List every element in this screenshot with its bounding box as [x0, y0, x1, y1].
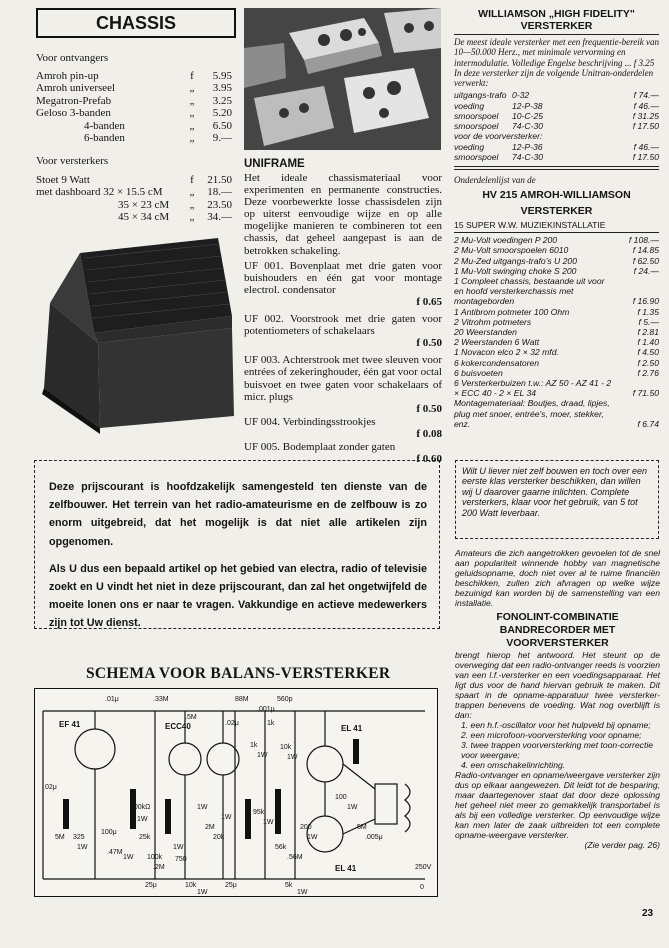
fonolint-list-item: 3. twee trappen voorversterking met toon-correctie voor weergave; [461, 740, 654, 760]
hv-part-price: f 2.50 [637, 357, 659, 368]
uniframe-intro: Het ideale chassismateriaal voor experimenten en permanente constructies. Deze voorbewerkte losse chassisdelen zijn op uiterst eenvoudige wijze en op alle mogelijke manieren te combineren tot een chassis, dat geheel aangepast is aan de betrokken schakeling. [244, 172, 442, 257]
uniframe-item [244, 313, 442, 349]
component-value-label: 2M [205, 824, 215, 831]
hv-part [454, 266, 659, 276]
hv-part-name: 6 kokercondensatoren [454, 357, 540, 368]
fonolint-list [455, 720, 660, 770]
uniframe-item [244, 416, 442, 440]
schema-title: SCHEMA VOOR BALANS-VERSTERKER [86, 665, 391, 682]
tube-label-el41-top: EL 41 [341, 724, 363, 733]
part-price: f 46.— [633, 100, 659, 111]
williamson-part [454, 142, 659, 152]
tube-label-ef41: EF 41 [59, 720, 81, 729]
hv-part-price: f 24.— [633, 265, 659, 276]
currency: „ [189, 186, 195, 199]
hv-part-name: 2 Vitrohm potmeters [454, 316, 532, 327]
component-value-label: 100kΩ [130, 804, 151, 811]
part-price: f 31.25 [632, 110, 659, 121]
item-name: met dashboard 32 × 15.5 cM [36, 186, 163, 199]
hv-part-price: f 16.90 [632, 296, 659, 307]
item-name: Stoet 9 Watt [36, 174, 90, 186]
component-value-label: 10k [185, 882, 197, 889]
component-value-label: 1W [197, 804, 208, 811]
component-value-label: .001μ [257, 706, 275, 713]
tube-label-el41-bottom: EL 41 [335, 864, 357, 873]
fonolint-title-2: BANDRECORDER MET [499, 624, 616, 636]
component-value-label: 1W [287, 754, 298, 761]
hv-part [454, 256, 659, 266]
part-code: 10-C-25 [512, 110, 544, 121]
uniframe-title: UNIFRAME [244, 158, 305, 170]
component-value-label: 1W [137, 816, 148, 823]
uniframe-item [244, 354, 442, 414]
component-value-label: 0 [420, 884, 424, 891]
uniframe-item-price: f 0.60 [416, 453, 442, 466]
component-value-label: 1W [197, 889, 208, 896]
item-price: 3.95 [212, 82, 232, 95]
item-price: 34.— [207, 211, 232, 224]
component-value-label: 1k [267, 720, 275, 727]
williamson-part [454, 121, 659, 131]
price-row [36, 107, 232, 119]
item-price: 9.— [212, 132, 232, 145]
uniframe-item-price: f 0.08 [416, 427, 442, 440]
part-code: 0-32 [512, 90, 530, 101]
hv-part-price: f 62.50 [632, 255, 659, 266]
component-value-label: 750 [175, 856, 187, 863]
hv-parts [454, 235, 659, 429]
component-value-label: 20k [213, 834, 225, 841]
component-value-label: 25k [139, 834, 151, 841]
component-value-label: .02μ [225, 720, 239, 727]
component-value-label: 5k [285, 882, 293, 889]
chassis-title: CHASSIS [36, 8, 236, 38]
hv-part [454, 327, 659, 337]
hv-part-name: 2 Mu-Zed uitgangs-trafo's U 200 [454, 255, 577, 266]
hv-part [454, 307, 659, 317]
component-value-label: 1W [263, 819, 274, 826]
currency: „ [189, 107, 195, 120]
hv-part-name: 2 Mu-Volt smoorspoelen 6010 [454, 245, 569, 256]
hv-part-price: f 1.40 [637, 337, 659, 348]
hv-subtitle: 15 SUPER W.W. MUZIEKINSTALLATIE [454, 220, 606, 231]
part-price: f 46.— [633, 141, 659, 152]
uniframe-item-text: UF 003. Achterstrook met twee sleuven voor entrées of zekeringhouder, één gat voor octal buisvoet en twee gaten voor schakelaars of micr. plugs [244, 354, 442, 403]
component-value-label: .5M [185, 714, 197, 721]
part-name: uitgangs-trafo [454, 90, 507, 101]
currency: „ [189, 94, 195, 107]
hv-part-price: f 1.35 [637, 306, 659, 317]
part-code: 12-P-36 [512, 141, 543, 152]
item-name: 35 × 23 cM [118, 198, 170, 211]
williamson-part [454, 152, 659, 162]
component-value-label: 1W [173, 844, 184, 851]
hv-part [454, 358, 659, 368]
item-price: 23.50 [207, 198, 232, 211]
item-price: 6.50 [212, 119, 232, 132]
component-value-label: 1W [221, 814, 232, 821]
component-value-label: 1W [297, 889, 308, 896]
component-value-label: 1W [123, 854, 134, 861]
currency: „ [189, 198, 195, 211]
component-value-label: 1W [77, 844, 88, 851]
uniframe-item-price: f 0.50 [416, 337, 442, 350]
uniframe-item-text: UF 002. Voorstrook met drie gaten voor potentiometers of schakelaars [244, 313, 442, 338]
onderdelenlijst-label: Onderdelenlijst van de [454, 174, 536, 185]
chassis-versterkers [36, 155, 232, 224]
fonolint-title-3: VOORVERSTERKER [506, 637, 609, 649]
complete-amplifiers-box: Wilt U liever niet zelf bouwen en toch over een eerste klas versterker beschikken, dan willen wij U daarover gaarne inlichten. Complete versterkers, klaar voor het gebruik, van 5 tot 200 Watt leverbaar. [455, 460, 659, 539]
hv-part-name: 6 buisvoeten [454, 367, 503, 378]
hv-part-name: Montagemateriaal: Boutjes, draad, lipjes, plug met snoer, entrée's, moer, stekker, enz. [454, 398, 610, 429]
hv-part-price: f 14.85 [632, 245, 659, 256]
part-code: 74-C-30 [512, 121, 544, 132]
currency: „ [189, 82, 195, 95]
price-row [36, 211, 232, 223]
ontvangers-list [36, 70, 232, 144]
item-price: 5.20 [212, 107, 232, 120]
component-value-label: 5M [357, 824, 367, 831]
ontvangers-heading: Voor ontvangers [36, 52, 109, 64]
part-price: f 74.— [633, 90, 659, 101]
hv-part-price: f 2.81 [637, 327, 659, 338]
part-name: smoorspoel [454, 121, 499, 132]
uniframe-item [244, 260, 442, 308]
notice-box [34, 460, 440, 629]
component-value-label: .47M [107, 849, 123, 856]
hv-part [454, 398, 659, 429]
price-row [36, 174, 232, 186]
part-name: voeding [454, 141, 485, 152]
price-row [36, 120, 232, 132]
uniframe-item-price: f 0.65 [416, 295, 442, 308]
uniframe-items [244, 260, 442, 466]
hv-part-price: f 5.— [638, 316, 659, 327]
hv-part-price: f 6.74 [637, 418, 659, 429]
component-value-label: 325 [73, 834, 85, 841]
item-name: 45 × 34 cM [118, 211, 170, 224]
component-value-label: 250V [415, 864, 432, 871]
williamson-part [454, 101, 659, 111]
hv-part-price: f 4.50 [637, 347, 659, 358]
hv-part [454, 245, 659, 255]
chassis-photo [40, 238, 236, 438]
chassis-ontvangers [36, 52, 232, 144]
component-value-label: 1k [250, 742, 258, 749]
component-value-label: 10k [280, 744, 292, 751]
item-name: Geloso 3-banden [36, 107, 111, 120]
williamson-part [454, 131, 659, 141]
part-name: smoorspoel [454, 151, 499, 162]
schematic-diagram [34, 688, 438, 897]
fonolint-body-2: Radio-ontvanger en opname/weergave versterker zijn dus op elkaar aangewezen. Dit leidt tot de besparing, maar daartegenover staat dat door deze oplossing het geheel niet meer zo gemakkelijk transportabel is als bij een volledige versterker. Op eenvoudige wijze kan men later de zaak uitbreiden tot een complete opname-weergave versterker. [455, 770, 660, 840]
fonolint-list-item: 2. een microfoon-voorversterking voor opname; [461, 730, 642, 740]
hv-part [454, 368, 659, 378]
hv-part-name: 1 Antibrom potmeter 100 Ohm [454, 306, 570, 317]
part-price: f 17.50 [632, 121, 659, 132]
hv-part-name: 2 Mu-Volt voedingen P 200 [454, 235, 558, 246]
part-name: voeding [454, 100, 485, 111]
item-name: 4-banden [84, 119, 125, 132]
item-price: 21.50 [207, 174, 232, 186]
hv-part-name: 1 Novacon elco 2 × 32 mfd. [454, 347, 559, 358]
williamson-part [454, 111, 659, 121]
fonolint-list-item: 1. een h.f.-oscillator voor het hulpveld bij opname; [461, 720, 651, 730]
fonolint-body: brengt hierop het antwoord. Het steunt op de overweging dat een radio-ontvanger reeds is voorzien van een l.f.-versterker en een voedingsapparaat. Het ligt dus voor de hand hiervan gebruik te maken. Dit spaart in de opname-apparatuur twee versterker-trappen benevens de voeding. Wat nog overblijft is dan: [455, 650, 660, 720]
component-value-label: 1W [307, 834, 318, 841]
page-number: 23 [642, 908, 654, 919]
fonolint-section [455, 548, 660, 850]
item-name: Amroh pin-up [36, 70, 99, 82]
fonolint-intro: Amateurs die zich aangetrokken gevoelen tot de snel aan populariteit winnende hobby van magnetische geluidsopname, doch niet over al te ruime financiën beschikken, zullen zich afvragen op welke wijze bezuinigd kan worden bij de samenstelling van een installatie. [455, 548, 660, 608]
item-price: 5.95 [212, 70, 232, 82]
price-row [36, 186, 232, 198]
item-name: Amroh universeel [36, 82, 116, 95]
component-value-label: .01μ [105, 696, 119, 703]
uniframe-item-price: f 0.50 [416, 402, 442, 415]
hv-title: HV 215 AMROH-WILLIAMSON [482, 189, 631, 202]
item-name: 6-banden [84, 132, 125, 145]
component-value-label: .33M [153, 696, 169, 703]
part-name: voor de voorversterker: [454, 131, 543, 142]
versterkers-heading: Voor versterkers [36, 155, 109, 167]
uniframe-item-text: UF 004. Verbindingsstrookjes [244, 415, 376, 428]
fonolint-list-item: 4. een omschakelinrichting. [461, 760, 566, 770]
williamson-parts [454, 90, 659, 161]
hv-part [454, 347, 659, 357]
hv-part [454, 276, 659, 307]
uniframe-section [244, 158, 442, 465]
williamson-intro: De meest ideale versterker met een frequentie-bereik van 10—50.000 Herz., met minimale vervorming en intermodulatie. Volledige Engelse beschrijving ... f 3.25 In deze versterker zijn de volgende Unitran-onderdelen verwerkt: [454, 37, 659, 89]
component-value-label: 88M [235, 696, 249, 703]
price-row [36, 132, 232, 144]
williamson-section [454, 8, 659, 429]
component-value-label: 56k [275, 844, 287, 851]
item-price: 18.— [207, 186, 232, 199]
uniframe-photo [244, 8, 441, 150]
item-price: 3.25 [212, 94, 232, 107]
price-row [36, 82, 232, 94]
williamson-title-2: VERSTERKER [520, 20, 593, 32]
component-value-label: .56M [287, 854, 303, 861]
currency: f [190, 174, 194, 186]
notice-p1: Deze prijscourant is hoofdzakelijk samengesteld ten dienste van de zelfbouwer. Het terrein van het radio-amateurisme en de zelfbouw is zo enorm uitgebreid, dat het mogelijk is dat niet alle artikelen zijn opgenomen. [49, 481, 427, 548]
component-value-label: 95k [253, 809, 265, 816]
part-code: 12-P-38 [512, 100, 543, 111]
component-value-label: 560p [277, 696, 293, 703]
hv-part [454, 337, 659, 347]
hv-part-name: 1 Mu-Volt swinging choke S 200 [454, 265, 577, 276]
component-value-label: 100 [335, 794, 347, 801]
component-value-label: 1W [347, 804, 358, 811]
hv-part-price: f 71.50 [632, 388, 659, 399]
currency: „ [189, 132, 195, 145]
hv-part-price: f 2.76 [637, 367, 659, 378]
williamson-part [454, 90, 659, 100]
part-price: f 17.50 [632, 151, 659, 162]
component-value-label: .2M [153, 864, 165, 871]
williamson-title: WILLIAMSON „HIGH FIDELITY" [478, 8, 635, 20]
fonolint-title: FONOLINT-COMBINATIE [496, 611, 619, 623]
hv-part-name: 1 Compleet chassis, bestaande uit voor en hoofd versterkerchassis met montageborden [454, 276, 605, 307]
component-value-label: 1W [257, 752, 268, 759]
currency: „ [189, 119, 195, 132]
versterkers-list [36, 174, 232, 224]
hv-part-price: f 108.— [628, 235, 659, 246]
component-value-label: 25μ [225, 882, 237, 889]
hv-part-name: 6 Versterkerbuizen t.w.: AZ 50 - AZ 41 - 2 × ECC 40 - 2 × EL 34 [454, 378, 612, 399]
part-code: 74-C-30 [512, 151, 544, 162]
currency: f [190, 70, 194, 82]
component-value-label: 100k [147, 854, 163, 861]
uniframe-item-text: UF 005. Bodemplaat zonder gaten [244, 440, 396, 453]
component-value-label: 200 [300, 824, 312, 831]
component-value-label: 25μ [145, 882, 157, 889]
price-row [36, 199, 232, 211]
hv-part-name: 2 Weerstanden 6 Watt [454, 337, 540, 348]
hv-part [454, 317, 659, 327]
component-value-label: 5M [55, 834, 65, 841]
price-row [36, 95, 232, 107]
price-row [36, 70, 232, 82]
part-price [626, 131, 659, 141]
part-name: smoorspoel [454, 110, 499, 121]
fonolint-continued: (Zie verder pag. 26) [584, 840, 660, 850]
component-value-label: 100μ [101, 829, 117, 836]
currency: „ [189, 211, 195, 224]
hv-part [454, 235, 659, 245]
hv-title-2: VERSTERKER [520, 205, 593, 218]
hv-part-name: 20 Weerstanden [454, 327, 517, 338]
tube-label-ecc40: ECC40 [165, 722, 191, 731]
hv-part [454, 378, 659, 398]
notice-p2: Als U dus een bepaald artikel op het gebied van electra, radio of televisie zoekt en U vindt het niet in deze prijscourant, dan zal het ongetwijfeld de moeite lonen ons er naar te vragen. Vakkundige en actieve medewerkers zijn tot Uw dienst. [49, 562, 427, 630]
uniframe-item-text: UF 001. Bovenplaat met drie gaten voor buishouders en één gat voor montage electrol. condensator [244, 259, 442, 296]
item-name: Megatron-Prefab [36, 94, 112, 107]
component-value-label: 02μ [45, 784, 57, 791]
component-value-label: .005μ [365, 834, 383, 841]
